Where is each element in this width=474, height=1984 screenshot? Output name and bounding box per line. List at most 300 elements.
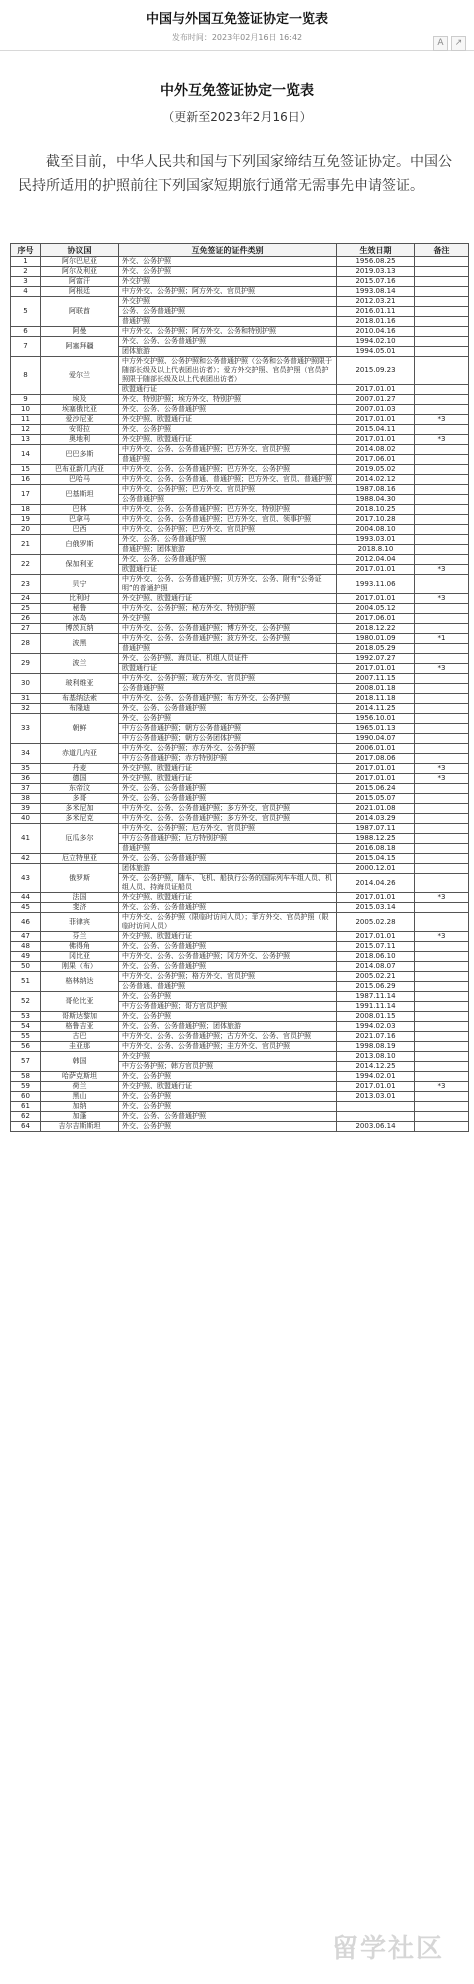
country-name: 朝鲜 xyxy=(41,714,119,744)
country-name: 玻利维亚 xyxy=(41,674,119,694)
note xyxy=(415,1072,469,1082)
country-name: 菲律宾 xyxy=(41,913,119,932)
table-row xyxy=(11,854,469,864)
document-type: 中方外交、公务、公务普通护照；博方外交、公务护照 xyxy=(119,624,337,634)
row-number: 11 xyxy=(11,415,41,425)
intro-paragraph: 截至目前，中华人民共和国与下列国家缔结互免签证协定。中国公民持所适用的护照前往下列国家短期旅行通常无需事先申请签证。 xyxy=(18,154,452,194)
table-row xyxy=(11,267,469,277)
row-number: 35 xyxy=(11,764,41,774)
table-body xyxy=(11,257,469,1132)
effective-date: 2017.06.01 xyxy=(337,455,415,465)
effective-date: 1994.05.01 xyxy=(337,347,415,357)
table-row xyxy=(11,1122,469,1132)
table-row xyxy=(11,525,469,535)
country-name: 俄罗斯 xyxy=(41,864,119,893)
table-row xyxy=(11,764,469,774)
country-name: 埃塞俄比亚 xyxy=(41,405,119,415)
note xyxy=(415,535,469,545)
document-type: 外交、公务护照 xyxy=(119,1102,337,1112)
effective-date: 2017.01.01 xyxy=(337,435,415,445)
row-number: 24 xyxy=(11,594,41,604)
document-type: 中方外交、公务、公务普通护照；古方外交、公务、官员护照 xyxy=(119,1032,337,1042)
document-type: 外交护照、欧盟通行证 xyxy=(119,774,337,784)
country-name: 爱尔兰 xyxy=(41,357,119,395)
effective-date: 2015.04.11 xyxy=(337,425,415,435)
document-type: 中方外交、公务、公务普通护照；冈方外交、公务护照 xyxy=(119,952,337,962)
document-type: 中方外交、公务、公务普通护照；布方外交、公务护照 xyxy=(119,694,337,704)
effective-date: 2008.01.18 xyxy=(337,684,415,694)
document-type: 外交、公务、公务普通护照 xyxy=(119,337,337,347)
document-type: 外交、公务护照、海员证、机组人员证件 xyxy=(119,654,337,664)
row-number: 59 xyxy=(11,1082,41,1092)
document-type: 普通护照 xyxy=(119,455,337,465)
document-type: 外交护照、欧盟通行证 xyxy=(119,932,337,942)
note xyxy=(415,654,469,664)
row-number: 60 xyxy=(11,1092,41,1102)
header-no: 序号 xyxy=(11,244,41,257)
document-type: 中方外交、公务护照；巴方外交、官员护照 xyxy=(119,525,337,535)
note xyxy=(415,962,469,972)
document-type: 欧盟通行证 xyxy=(119,565,337,575)
effective-date: 2017.01.01 xyxy=(337,565,415,575)
note xyxy=(415,395,469,405)
document-type: 中方外交、公务护照（限临时访问人员）；菲方外交、官员护照（限临时访问人员） xyxy=(119,913,337,932)
document-type: 中方公务普通护照；哥方官员护照 xyxy=(119,1002,337,1012)
row-number: 43 xyxy=(11,864,41,893)
effective-date: 2014.12.25 xyxy=(337,1062,415,1072)
table-row xyxy=(11,942,469,952)
effective-date: 2018.11.18 xyxy=(337,694,415,704)
row-number: 51 xyxy=(11,972,41,992)
effective-date: 2017.01.01 xyxy=(337,415,415,425)
table-row xyxy=(11,475,469,485)
country-name: 阿根廷 xyxy=(41,287,119,297)
table-row xyxy=(11,972,469,982)
country-name: 佛得角 xyxy=(41,942,119,952)
share-icon[interactable]: ↗ xyxy=(451,36,466,51)
note xyxy=(415,1022,469,1032)
publish-time: 发布时间：2023年02月16日 16:42 xyxy=(171,33,303,42)
country-name: 斐济 xyxy=(41,903,119,913)
country-name: 古巴 xyxy=(41,1032,119,1042)
effective-date: 2018.8.10 xyxy=(337,545,415,555)
document-type: 中方外交、公务、公务普通护照；巴方外交、公务护照 xyxy=(119,465,337,475)
effective-date: 1980.01.09 xyxy=(337,634,415,644)
effective-date: 2018.05.29 xyxy=(337,644,415,654)
document-type: 外交、公务、公务普通护照 xyxy=(119,784,337,794)
note xyxy=(415,337,469,347)
table-row xyxy=(11,395,469,405)
note xyxy=(415,734,469,744)
document-type: 中方外交、公务护照；格方外交、官员护照 xyxy=(119,972,337,982)
effective-date: 2017.01.01 xyxy=(337,774,415,784)
document-type: 外交、公务、公务普通护照 xyxy=(119,794,337,804)
country-name: 冰岛 xyxy=(41,614,119,624)
table-row xyxy=(11,425,469,435)
table-row xyxy=(11,903,469,913)
document-type: 外交、公务护照 xyxy=(119,992,337,1002)
effective-date: 1956.08.25 xyxy=(337,257,415,267)
country-name: 多米尼克 xyxy=(41,814,119,824)
note xyxy=(415,874,469,893)
document-type: 外交、公务、公务普通护照 xyxy=(119,704,337,714)
effective-date: 2014.02.12 xyxy=(337,475,415,485)
country-name: 布隆迪 xyxy=(41,704,119,714)
row-number: 29 xyxy=(11,654,41,674)
row-number: 30 xyxy=(11,674,41,694)
note xyxy=(415,864,469,874)
effective-date: 2006.01.01 xyxy=(337,744,415,754)
country-name: 韩国 xyxy=(41,1052,119,1072)
document-type: 中方外交、公务、公务普通护照；多方外交、官员护照 xyxy=(119,814,337,824)
row-number: 32 xyxy=(11,704,41,714)
document-type: 外交护照 xyxy=(119,1052,337,1062)
note xyxy=(415,1122,469,1132)
document-type: 外交护照、欧盟通行证 xyxy=(119,415,337,425)
effective-date: 2007.11.15 xyxy=(337,674,415,684)
document-type: 中方外交、公务护照；阿方外交、公务和特别护照 xyxy=(119,327,337,337)
document-type: 中方外交、公务护照；巴方外交、官员护照 xyxy=(119,485,337,495)
note: *3 xyxy=(415,893,469,903)
document-type: 外交、公务护照 xyxy=(119,714,337,724)
effective-date: 1991.11.14 xyxy=(337,1002,415,1012)
effective-date: 2017.01.01 xyxy=(337,385,415,395)
row-number: 2 xyxy=(11,267,41,277)
country-name: 东帝汶 xyxy=(41,784,119,794)
note xyxy=(415,784,469,794)
country-name: 阿塞拜疆 xyxy=(41,337,119,357)
effective-date: 2014.08.07 xyxy=(337,962,415,972)
note xyxy=(415,913,469,932)
row-number: 5 xyxy=(11,297,41,327)
note xyxy=(415,804,469,814)
table-row xyxy=(11,804,469,814)
note xyxy=(415,545,469,555)
article-title: 中国与外国互免签证协定一览表 xyxy=(145,12,328,27)
country-name: 阿联酋 xyxy=(41,297,119,327)
row-number: 45 xyxy=(11,903,41,913)
country-name: 比利时 xyxy=(41,594,119,604)
country-name: 多米尼加 xyxy=(41,804,119,814)
table-row xyxy=(11,814,469,824)
document-type: 中方公务护照；韩方官员护照 xyxy=(119,1062,337,1072)
row-number: 3 xyxy=(11,277,41,287)
country-name: 贝宁 xyxy=(41,575,119,594)
document-type: 普通护照 xyxy=(119,644,337,654)
effective-date: 2017.01.01 xyxy=(337,764,415,774)
share-toolbar xyxy=(430,30,466,51)
note: *3 xyxy=(415,594,469,604)
row-number: 55 xyxy=(11,1032,41,1042)
document-type: 欧盟通行证 xyxy=(119,664,337,674)
country-name: 安哥拉 xyxy=(41,425,119,435)
note xyxy=(415,694,469,704)
header-document-type: 互免签证的证件类别 xyxy=(119,244,337,257)
effective-date: 2004.08.10 xyxy=(337,525,415,535)
font-size-icon[interactable]: A xyxy=(433,36,448,51)
row-number: 49 xyxy=(11,952,41,962)
table-row xyxy=(11,337,469,347)
effective-date: 2008.01.15 xyxy=(337,1012,415,1022)
table-row xyxy=(11,1072,469,1082)
note xyxy=(415,1102,469,1112)
effective-date: 1994.02.03 xyxy=(337,1022,415,1032)
table-row xyxy=(11,634,469,644)
country-name: 秘鲁 xyxy=(41,604,119,614)
table-row xyxy=(11,277,469,287)
effective-date: 2010.04.16 xyxy=(337,327,415,337)
row-number: 44 xyxy=(11,893,41,903)
country-name: 波黑 xyxy=(41,634,119,654)
table-row xyxy=(11,614,469,624)
note xyxy=(415,455,469,465)
note xyxy=(415,1052,469,1062)
row-number: 62 xyxy=(11,1112,41,1122)
document-type: 中方外交护照、公务护照和公务普通护照（公务和公务普通护照限于随部长级及以上代表团出访者）；爱方外交护照、官员护照（官员护照限于随部长级及以上代表团出访者） xyxy=(119,357,337,385)
document-type: 团体旅游 xyxy=(119,864,337,874)
row-number: 47 xyxy=(11,932,41,942)
effective-date: 2018.10.25 xyxy=(337,505,415,515)
note xyxy=(415,347,469,357)
country-name: 巴西 xyxy=(41,525,119,535)
document-type: 公务、公务普通护照 xyxy=(119,307,337,317)
document-type: 中方外交、公务、公务普通护照；巴方外交、官员、领事护照 xyxy=(119,515,337,525)
table-row xyxy=(11,357,469,385)
document-type: 公务普通护照 xyxy=(119,495,337,505)
note xyxy=(415,714,469,724)
document-type: 外交护照 xyxy=(119,297,337,307)
effective-date: 1993.03.01 xyxy=(337,535,415,545)
country-name: 奥地利 xyxy=(41,435,119,445)
note xyxy=(415,942,469,952)
note xyxy=(415,754,469,764)
table-row xyxy=(11,654,469,664)
document-type: 外交、公务、公务普通护照 xyxy=(119,1112,337,1122)
country-name: 巴巴多斯 xyxy=(41,445,119,465)
table-row xyxy=(11,893,469,903)
effective-date: 2017.01.01 xyxy=(337,594,415,604)
document-type: 外交、公务、公务普通护照 xyxy=(119,555,337,565)
row-number: 16 xyxy=(11,475,41,485)
effective-date: 2005.02.28 xyxy=(337,913,415,932)
note: *3 xyxy=(415,774,469,784)
table-row xyxy=(11,1092,469,1102)
article-header xyxy=(0,0,474,51)
row-number: 26 xyxy=(11,614,41,624)
country-name: 德国 xyxy=(41,774,119,784)
document-type: 团体旅游 xyxy=(119,347,337,357)
note xyxy=(415,257,469,267)
table-row xyxy=(11,1052,469,1062)
row-number: 25 xyxy=(11,604,41,614)
table-row xyxy=(11,794,469,804)
country-name: 阿富汗 xyxy=(41,277,119,287)
note xyxy=(415,307,469,317)
table-row xyxy=(11,824,469,834)
document-type: 中方外交、公务、公务普通护照；多方外交、官员护照 xyxy=(119,804,337,814)
row-number: 54 xyxy=(11,1022,41,1032)
country-name: 白俄罗斯 xyxy=(41,535,119,555)
effective-date: 1990.04.07 xyxy=(337,734,415,744)
row-number: 50 xyxy=(11,962,41,972)
document-type: 中方公务普通护照；朝方公务普通护照 xyxy=(119,724,337,734)
effective-date xyxy=(337,1112,415,1122)
watermark-logo: 留学社区 xyxy=(331,1934,444,1964)
table-row xyxy=(11,297,469,307)
effective-date: 2007.01.27 xyxy=(337,395,415,405)
row-number: 8 xyxy=(11,357,41,395)
effective-date: 1993.11.06 xyxy=(337,575,415,594)
effective-date: 2017.06.01 xyxy=(337,614,415,624)
effective-date: 2003.06.14 xyxy=(337,1122,415,1132)
row-number: 42 xyxy=(11,854,41,864)
document-type: 中方外交、公务、公务普通护照；圭方外交、官员护照 xyxy=(119,1042,337,1052)
effective-date: 2015.04.15 xyxy=(337,854,415,864)
effective-date: 2017.01.01 xyxy=(337,893,415,903)
note xyxy=(415,604,469,614)
country-name: 哈萨克斯坦 xyxy=(41,1072,119,1082)
effective-date: 1987.11.14 xyxy=(337,992,415,1002)
country-name: 保加利亚 xyxy=(41,555,119,575)
table-row xyxy=(11,1022,469,1032)
effective-date: 2012.03.21 xyxy=(337,297,415,307)
table-row xyxy=(11,415,469,425)
note xyxy=(415,575,469,594)
row-number: 58 xyxy=(11,1072,41,1082)
note xyxy=(415,992,469,1002)
row-number: 39 xyxy=(11,804,41,814)
document-type: 外交护照、欧盟通行证 xyxy=(119,594,337,604)
country-name: 阿曼 xyxy=(41,327,119,337)
effective-date: 1994.02.01 xyxy=(337,1072,415,1082)
country-name: 厄立特里亚 xyxy=(41,854,119,864)
country-name: 巴布亚新几内亚 xyxy=(41,465,119,475)
effective-date: 2014.04.26 xyxy=(337,874,415,893)
document-type: 外交、公务护照 xyxy=(119,267,337,277)
visa-agreement-table xyxy=(10,243,469,1132)
document-type: 外交、公务护照 xyxy=(119,1122,337,1132)
row-number: 21 xyxy=(11,535,41,555)
document-type: 中方外交、公务护照；赤方外交、公务护照 xyxy=(119,744,337,754)
effective-date: 2012.04.04 xyxy=(337,555,415,565)
note xyxy=(415,844,469,854)
country-name: 芬兰 xyxy=(41,932,119,942)
country-name: 圭亚那 xyxy=(41,1042,119,1052)
note xyxy=(415,834,469,844)
country-name: 黑山 xyxy=(41,1092,119,1102)
effective-date: 2007.01.03 xyxy=(337,405,415,415)
effective-date: 2005.02.21 xyxy=(337,972,415,982)
document-type: 中方公务普通护照；朝方公务团体护照 xyxy=(119,734,337,744)
document-type: 外交护照 xyxy=(119,614,337,624)
effective-date xyxy=(337,1102,415,1112)
row-number: 41 xyxy=(11,824,41,854)
row-number: 31 xyxy=(11,694,41,704)
document-type: 外交、公务、公务普通护照 xyxy=(119,854,337,864)
note xyxy=(415,515,469,525)
document-type: 中方外交、公务、公务普通护照；巴方外交、官员护照 xyxy=(119,445,337,455)
document-type: 普通护照 xyxy=(119,844,337,854)
row-number: 13 xyxy=(11,435,41,445)
note xyxy=(415,327,469,337)
note xyxy=(415,704,469,714)
table-row xyxy=(11,575,469,594)
table-row xyxy=(11,674,469,684)
row-number: 64 xyxy=(11,1122,41,1132)
row-number: 7 xyxy=(11,337,41,357)
document-type: 外交、公务、公务普通护照；团体旅游 xyxy=(119,1022,337,1032)
note xyxy=(415,1012,469,1022)
country-name: 巴拿马 xyxy=(41,515,119,525)
table-row xyxy=(11,704,469,714)
table-row xyxy=(11,465,469,475)
effective-date: 2017.01.01 xyxy=(337,664,415,674)
country-name: 荷兰 xyxy=(41,1082,119,1092)
effective-date: 1993.08.14 xyxy=(337,287,415,297)
country-name: 多哥 xyxy=(41,794,119,804)
row-number: 12 xyxy=(11,425,41,435)
document-type: 中方公务普通护照；厄方特别护照 xyxy=(119,834,337,844)
country-name: 哥伦比亚 xyxy=(41,992,119,1012)
table-row xyxy=(11,714,469,724)
effective-date: 2018.01.16 xyxy=(337,317,415,327)
table-row xyxy=(11,405,469,415)
country-name: 加纳 xyxy=(41,1102,119,1112)
note xyxy=(415,1092,469,1102)
note xyxy=(415,982,469,992)
row-number: 33 xyxy=(11,714,41,744)
effective-date: 1988.12.25 xyxy=(337,834,415,844)
table-row xyxy=(11,445,469,455)
country-name: 赤道几内亚 xyxy=(41,744,119,764)
document-type: 外交、公务护照，随车、飞机、船执行公务的国际列车车组人员、机组人员、持海员证船员 xyxy=(119,874,337,893)
update-note: （更新至2023年2月16日） xyxy=(162,110,312,124)
document-type: 普通护照；团体旅游 xyxy=(119,545,337,555)
document-type: 外交护照 xyxy=(119,277,337,287)
row-number: 28 xyxy=(11,634,41,654)
row-number: 48 xyxy=(11,942,41,952)
effective-date: 1956.10.01 xyxy=(337,714,415,724)
header-note: 备注 xyxy=(415,244,469,257)
country-name: 法国 xyxy=(41,893,119,903)
row-number: 20 xyxy=(11,525,41,535)
note xyxy=(415,287,469,297)
document-type: 公务普通、普通护照 xyxy=(119,982,337,992)
document-type: 中方外交、公务、公务普通护照；巴方外交、特别护照 xyxy=(119,505,337,515)
document-type: 外交、公务护照 xyxy=(119,1072,337,1082)
note xyxy=(415,267,469,277)
country-name: 巴基斯坦 xyxy=(41,485,119,505)
table-row xyxy=(11,327,469,337)
note: *3 xyxy=(415,415,469,425)
row-number: 6 xyxy=(11,327,41,337)
effective-date: 2018.12.22 xyxy=(337,624,415,634)
country-name: 厄瓜多尔 xyxy=(41,824,119,854)
note xyxy=(415,277,469,287)
table-row xyxy=(11,604,469,614)
note xyxy=(415,445,469,455)
row-number: 9 xyxy=(11,395,41,405)
note: *1 xyxy=(415,634,469,644)
note xyxy=(415,525,469,535)
table-row xyxy=(11,435,469,445)
table-row xyxy=(11,555,469,565)
effective-date: 2015.07.16 xyxy=(337,277,415,287)
effective-date: 2015.06.29 xyxy=(337,982,415,992)
country-name: 冈比亚 xyxy=(41,952,119,962)
document-type: 外交、公务、公务普通护照 xyxy=(119,903,337,913)
document-type: 外交、公务护照 xyxy=(119,1092,337,1102)
